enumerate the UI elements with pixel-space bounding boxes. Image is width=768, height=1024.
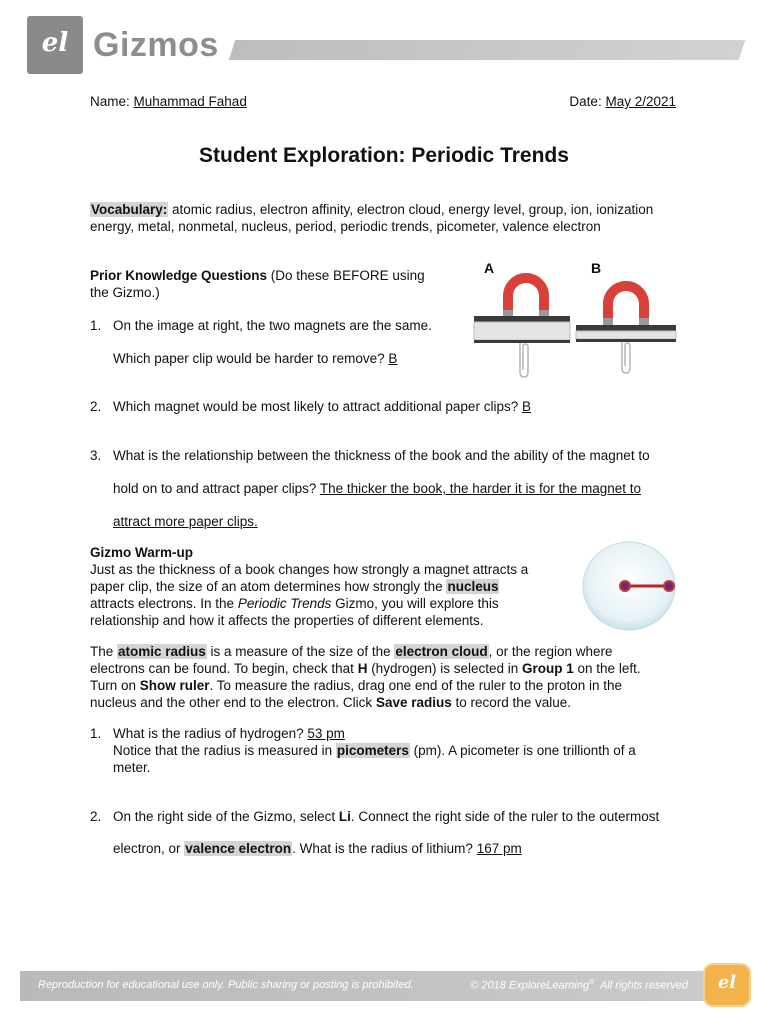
term-valence-electron: valence electron xyxy=(185,841,292,856)
group-1-label: Group 1 xyxy=(522,661,574,676)
prior-q2-answer: B xyxy=(521,399,531,414)
rights-text: All rights reserved xyxy=(594,979,688,992)
prior-q1-number: 1. xyxy=(90,318,102,333)
radius-q2-line-2-c: . What is the radius of lithium? xyxy=(292,841,477,856)
radius-q1-note-1 xyxy=(113,742,636,759)
element-h: H xyxy=(357,661,368,676)
term-atomic-radius: atomic radius xyxy=(118,644,206,659)
hydrogen-atom-figure xyxy=(580,540,680,632)
warmup-line-4: relationship and how it affects the properties of different elements. xyxy=(90,613,484,628)
radius-line-2-c: (hydrogen) is selected in xyxy=(367,661,523,676)
radius-q1 xyxy=(113,725,345,742)
gizmo-name-periodic-trends: Periodic Trends xyxy=(237,596,332,611)
magnet-a-icon xyxy=(503,278,549,318)
radius-line-2-a: electrons can be found. To begin, check that xyxy=(90,661,358,676)
warmup-line-2-text: paper clip, the size of an atom determines how strongly the xyxy=(90,579,447,594)
warmup-line-2 xyxy=(90,578,499,595)
copyright-text: © 2018 ExploreLearning xyxy=(470,979,590,992)
radius-line-2 xyxy=(90,660,641,677)
date-line xyxy=(569,93,676,110)
radius-q2-line-1-a: On the right side of the Gizmo, select xyxy=(113,809,339,824)
radius-q1-note-a: Notice that the radius is measured in xyxy=(113,743,336,758)
radius-line-2-e: on the left. xyxy=(573,661,641,676)
book-b-pages xyxy=(576,331,676,339)
prior-q2 xyxy=(113,398,531,415)
radius-q2-answer: 167 pm xyxy=(476,841,522,856)
radius-q2-line-2 xyxy=(113,840,522,857)
vocabulary-line-2: energy, metal, nonmetal, nucleus, period, periodic trends, picometer, valence electron xyxy=(90,219,601,234)
element-li: Li xyxy=(338,809,351,824)
book-a-bottom xyxy=(474,340,570,343)
proton-icon xyxy=(620,581,630,591)
name-line xyxy=(90,93,247,110)
radius-q2-line-2-a: electron, or xyxy=(113,841,185,856)
footer-logo-mark: el xyxy=(717,972,737,993)
figure-label-b: B xyxy=(591,260,602,276)
radius-q2-line-1 xyxy=(113,808,659,825)
magnet-b-icon xyxy=(603,286,649,326)
magnets-figure xyxy=(470,258,708,382)
prior-q1b-text: Which paper clip would be harder to remove? xyxy=(113,351,389,366)
prior-q3-answer-2: attract more paper clips. xyxy=(113,514,258,529)
prior-heading-note: (Do these BEFORE using xyxy=(267,268,425,283)
radius-line-1-c: is a measure of the size of the xyxy=(206,644,395,659)
footer-bar xyxy=(20,971,712,1001)
radius-line-1-e: , or the region where xyxy=(488,644,613,659)
figure-label-a: A xyxy=(484,260,495,276)
warmup-line-3-a: attracts electrons. In the xyxy=(90,596,238,611)
term-electron-cloud: electron cloud xyxy=(395,644,488,659)
radius-q1-answer: 53 pm xyxy=(307,726,345,741)
book-a-top xyxy=(474,316,570,322)
paper-clip-b-icon xyxy=(622,342,630,373)
warmup-line-3 xyxy=(90,595,499,612)
prior-q3-answer-1: The thicker the book, the harder it is for the magnet to xyxy=(319,481,642,496)
radius-q2-number: 2. xyxy=(90,809,102,824)
prior-q3-line-1: What is the relationship between the thickness of the book and the ability of the magnet to xyxy=(113,448,650,463)
book-b-bottom xyxy=(576,339,676,342)
radius-line-3 xyxy=(90,677,622,694)
vocabulary-text-1: atomic radius, electron affinity, electron cloud, energy level, group, ion, ionization xyxy=(168,202,654,217)
radius-line-1 xyxy=(90,643,613,660)
prior-q1-text: On the image at right, the two magnets are the same. xyxy=(113,318,432,333)
warmup-heading: Gizmo Warm-up xyxy=(90,545,193,560)
header-bar xyxy=(229,40,745,60)
prior-heading-title: Prior Knowledge Questions xyxy=(90,268,268,283)
radius-line-3-a: Turn on xyxy=(90,678,140,693)
brand-name: Gizmos xyxy=(93,26,219,64)
save-radius-label: Save radius xyxy=(375,695,452,710)
vocabulary-label: Vocabulary: xyxy=(91,202,168,217)
logo-mark-text: el xyxy=(41,28,69,58)
radius-line-4-c: to record the value. xyxy=(451,695,572,710)
prior-q3-text: hold on to and attract paper clips? xyxy=(113,481,320,496)
radius-q2-line-1-c: . Connect the right side of the ruler to the outermost xyxy=(350,809,660,824)
book-a-pages xyxy=(474,322,570,340)
show-ruler-label: Show ruler xyxy=(139,678,210,693)
footer-notice: Reproduction for educational use only. Public sharing or posting is prohibited. xyxy=(38,979,414,991)
radius-line-3-c: . To measure the radius, drag one end of the ruler to the proton in the xyxy=(209,678,623,693)
page-title: Student Exploration: Periodic Trends xyxy=(199,144,569,167)
radius-line-4-a: nucleus and the other end to the electron. Click xyxy=(90,695,376,710)
book-b-top xyxy=(576,325,676,331)
prior-q3-number: 3. xyxy=(90,448,102,463)
prior-q2-text: Which magnet would be most likely to attract additional paper clips? xyxy=(113,399,522,414)
prior-q1-answer: B xyxy=(388,351,398,366)
footer-copyright xyxy=(470,979,688,992)
vocabulary-line-1 xyxy=(90,201,653,218)
warmup-line-3-c: Gizmo, you will explore this xyxy=(331,596,499,611)
prior-q3-line-2 xyxy=(113,480,641,497)
explorelearning-logo-icon xyxy=(705,965,749,1005)
name-label: Name: xyxy=(90,94,134,109)
radius-q1-number: 1. xyxy=(90,726,102,741)
prior-q2-number: 2. xyxy=(90,399,102,414)
radius-line-4 xyxy=(90,694,571,711)
electron-icon xyxy=(664,581,674,591)
term-nucleus: nucleus xyxy=(447,579,499,594)
prior-heading-note-2: the Gizmo.) xyxy=(90,285,160,300)
prior-q1b xyxy=(113,350,397,367)
registered-mark: ® xyxy=(589,979,595,986)
gizmos-logo-mark xyxy=(27,16,83,74)
radius-q1-note-c: (pm). A picometer is one trillionth of a xyxy=(409,743,636,758)
radius-q1-text: What is the radius of hydrogen? xyxy=(113,726,308,741)
term-picometers: picometers xyxy=(336,743,409,758)
warmup-line-1: Just as the thickness of a book changes how strongly a magnet attracts a xyxy=(90,562,529,577)
date-value: May 2/2021 xyxy=(605,94,676,109)
radius-q1-note-2: meter. xyxy=(113,760,151,775)
radius-line-1-a: The xyxy=(90,644,118,659)
date-label: Date: xyxy=(569,94,606,109)
prior-heading xyxy=(90,267,425,284)
paper-clip-a-icon xyxy=(520,343,528,377)
name-value: Muhammad Fahad xyxy=(133,94,247,109)
